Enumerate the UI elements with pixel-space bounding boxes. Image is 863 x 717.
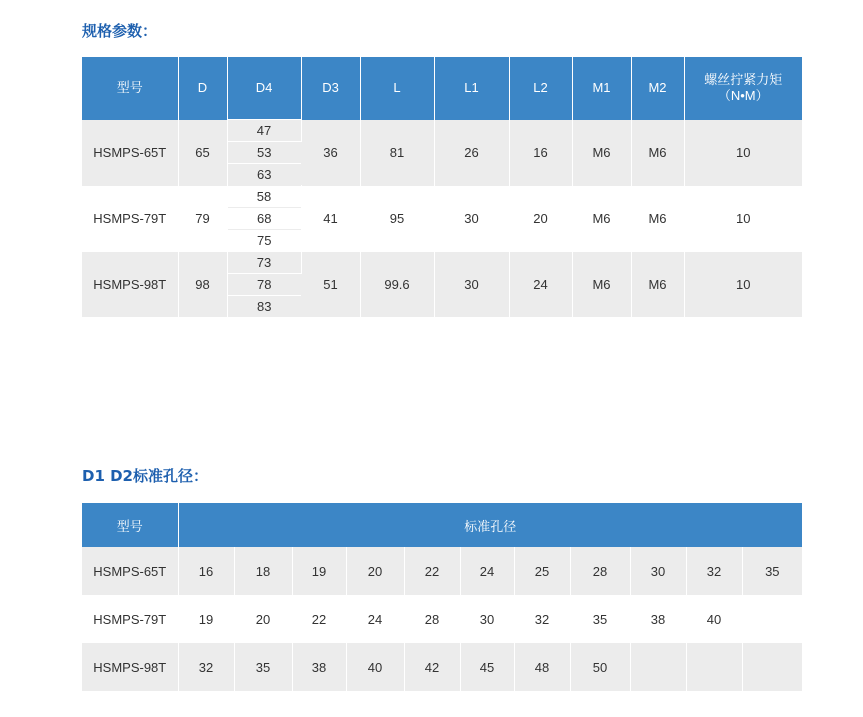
header-m1: M1 bbox=[572, 57, 631, 120]
m2-cell: M6 bbox=[631, 120, 684, 186]
d-cell: 79 bbox=[178, 186, 227, 252]
bore-value-cell bbox=[742, 595, 802, 643]
table-row bbox=[82, 643, 802, 691]
d3-cell: 41 bbox=[301, 186, 360, 252]
header-torque-unit: （N•M） bbox=[717, 88, 769, 104]
bore-value-cell: 30 bbox=[630, 547, 686, 595]
header-model: 型号 bbox=[82, 57, 178, 120]
d4-cell: 53 bbox=[227, 142, 301, 164]
bore-value-cell: 22 bbox=[292, 595, 346, 643]
d4-cell: 58 bbox=[227, 186, 301, 208]
bore-value-cell: 38 bbox=[630, 595, 686, 643]
header-model: 型号 bbox=[82, 503, 178, 547]
l2-cell: 20 bbox=[509, 186, 572, 252]
m1-cell: M6 bbox=[572, 186, 631, 252]
spec-header-row bbox=[82, 57, 802, 120]
bore-value-cell: 19 bbox=[178, 595, 234, 643]
bore-value-cell: 35 bbox=[234, 643, 292, 691]
bore-value-cell: 24 bbox=[460, 547, 514, 595]
bore-value-cell: 28 bbox=[404, 595, 460, 643]
model-cell: HSMPS-65T bbox=[82, 547, 178, 595]
d4-cell: 83 bbox=[227, 296, 301, 318]
header-l2: L2 bbox=[509, 57, 572, 120]
l1-cell: 26 bbox=[434, 120, 509, 186]
l1-cell: 30 bbox=[434, 186, 509, 252]
header-m2: M2 bbox=[631, 57, 684, 120]
table-row bbox=[82, 547, 802, 595]
bore-value-cell: 50 bbox=[570, 643, 630, 691]
header-torque-label: 螺丝拧紧力矩 bbox=[704, 72, 783, 88]
header-torque bbox=[684, 57, 802, 120]
d-cell: 65 bbox=[178, 120, 227, 186]
bore-value-cell: 35 bbox=[570, 595, 630, 643]
d4-cell: 68 bbox=[227, 208, 301, 230]
bore-value-cell bbox=[630, 643, 686, 691]
bore-value-cell: 20 bbox=[234, 595, 292, 643]
m2-cell: M6 bbox=[631, 186, 684, 252]
bore-value-cell: 45 bbox=[460, 643, 514, 691]
spec-table bbox=[82, 57, 802, 317]
bore-value-cell: 42 bbox=[404, 643, 460, 691]
bore-header-row bbox=[82, 503, 802, 547]
d4-cell: 78 bbox=[227, 274, 301, 296]
bore-value-cell: 32 bbox=[178, 643, 234, 691]
l1-cell: 30 bbox=[434, 252, 509, 318]
bore-value-cell: 32 bbox=[514, 595, 570, 643]
d-cell: 98 bbox=[178, 252, 227, 318]
m1-cell: M6 bbox=[572, 252, 631, 318]
table-row bbox=[82, 186, 802, 208]
bore-value-cell: 28 bbox=[570, 547, 630, 595]
header-d: D bbox=[178, 57, 227, 120]
l2-cell: 16 bbox=[509, 120, 572, 186]
d4-cell: 73 bbox=[227, 252, 301, 274]
d3-cell: 51 bbox=[301, 252, 360, 318]
bore-table bbox=[82, 503, 802, 691]
l2-cell: 24 bbox=[509, 252, 572, 318]
bore-value-cell: 20 bbox=[346, 547, 404, 595]
bore-value-cell: 30 bbox=[460, 595, 514, 643]
bore-value-cell: 40 bbox=[686, 595, 742, 643]
bore-value-cell: 19 bbox=[292, 547, 346, 595]
table-row bbox=[82, 120, 802, 142]
bore-value-cell: 35 bbox=[742, 547, 802, 595]
d4-cell: 75 bbox=[227, 230, 301, 252]
header-l: L bbox=[360, 57, 434, 120]
l-cell: 99.6 bbox=[360, 252, 434, 318]
bore-value-cell: 16 bbox=[178, 547, 234, 595]
l-cell: 95 bbox=[360, 186, 434, 252]
spec-section-title: 规格参数： bbox=[82, 22, 158, 40]
m1-cell: M6 bbox=[572, 120, 631, 186]
table-row bbox=[82, 252, 802, 274]
bore-value-cell: 48 bbox=[514, 643, 570, 691]
bore-value-cell: 24 bbox=[346, 595, 404, 643]
l-cell: 81 bbox=[360, 120, 434, 186]
header-l1: L1 bbox=[434, 57, 509, 120]
bore-value-cell bbox=[686, 643, 742, 691]
model-cell: HSMPS-79T bbox=[82, 186, 178, 252]
torque-cell: 10 bbox=[684, 186, 802, 252]
table-row bbox=[82, 595, 802, 643]
model-cell: HSMPS-98T bbox=[82, 643, 178, 691]
torque-cell: 10 bbox=[684, 252, 802, 318]
d4-cell: 47 bbox=[227, 120, 301, 142]
bore-value-cell bbox=[742, 643, 802, 691]
bore-section-title: D1 D2标准孔径： bbox=[82, 467, 208, 485]
model-cell: HSMPS-98T bbox=[82, 252, 178, 318]
bore-value-cell: 40 bbox=[346, 643, 404, 691]
header-standard-bore: 标准孔径 bbox=[178, 503, 802, 547]
bore-value-cell: 32 bbox=[686, 547, 742, 595]
bore-value-cell: 22 bbox=[404, 547, 460, 595]
d3-cell: 36 bbox=[301, 120, 360, 186]
bore-value-cell: 25 bbox=[514, 547, 570, 595]
model-cell: HSMPS-79T bbox=[82, 595, 178, 643]
d4-cell: 63 bbox=[227, 164, 301, 186]
header-d4: D4 bbox=[227, 57, 301, 120]
m2-cell: M6 bbox=[631, 252, 684, 318]
bore-value-cell: 18 bbox=[234, 547, 292, 595]
bore-value-cell: 38 bbox=[292, 643, 346, 691]
torque-cell: 10 bbox=[684, 120, 802, 186]
header-d3: D3 bbox=[301, 57, 360, 120]
model-cell: HSMPS-65T bbox=[82, 120, 178, 186]
